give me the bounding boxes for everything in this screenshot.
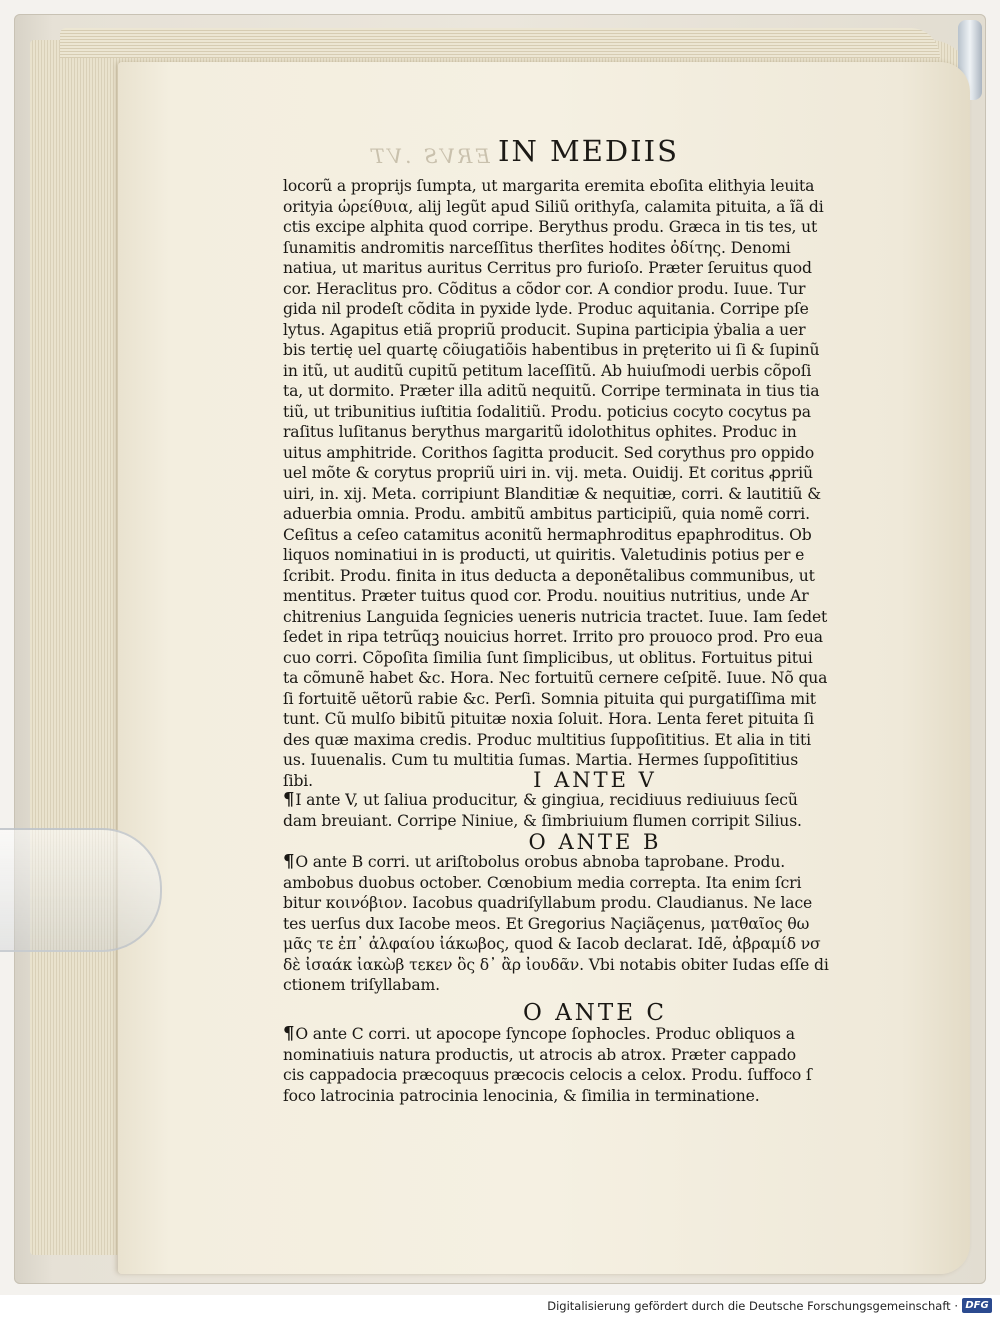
pilcrow-mark: ¶ [283,852,295,872]
text-block-main [283,176,903,791]
footer-credit: Digitalisierung gefördert durch die Deutsche Forschungsgemeinschaft · [547,1299,958,1313]
text-line [283,709,903,730]
line-text: O ante B corri. ut ariſtobolus orobus abnoba taprobane. Produ. [295,853,786,871]
section-heading-o-ante-c: O ANTE C [523,1000,667,1026]
line-text: lytus. Agapitus etiã propriũ producit. Supina participia ẏbalia a uer [283,320,806,339]
line-text: des quæ maxima credis. Produc multitius ſuppoſititius. Et alia in titi [283,730,811,749]
text-line [283,463,903,484]
text-line [283,566,903,587]
text-line [283,217,903,238]
text-line [283,730,903,751]
running-head: IN MEDIIS [498,134,679,168]
text-line [283,648,903,669]
text-line [283,975,903,996]
line-text: cor. Heraclitus pro. Cõditus a cõdor cor. A condior produ. Iuue. Tur [283,279,806,298]
text-line [283,525,903,546]
text-line [283,176,903,197]
line-text: nominatiuis natura productis, ut atrocis ab atrox. Præter cappado [283,1045,797,1064]
section-heading-i-ante-v: I ANTE V [533,768,657,792]
pilcrow-mark: ¶ [283,790,295,810]
line-text: us. Iuuenalis. Cum tu multitia ſumas. Martia. Hermes ſuppoſititius [283,751,799,769]
text-line [283,402,903,423]
line-text: cuo corri. Cõpoſita ſimilia ſunt ſimplicibus, ut oblitus. Fortuitus pitui [283,648,813,667]
line-text: raſitus luſitanus berythus margaritũ idolothitus ophites. Produc in [283,423,797,441]
line-text: δὲ ἰσαάκ ἰακὼβ τεκεν ὃς δ᾽ ἂρ ἰουδᾶν. Vbi notabis obiter Iudas eſſe di [283,955,829,974]
line-text: locorũ a proprijs ſumpta, ut margarita eremita eboſita elithyia leuita [283,177,815,195]
text-line [283,361,903,382]
text-line [283,258,903,279]
line-text: ctionem triſyllabam. [283,976,440,994]
line-text: ſcribit. Produ. finita in itus deducta a deponẽtalibus communibus, ut [283,566,815,585]
text-line [283,238,903,259]
text-line [283,279,903,300]
pilcrow-mark: ¶ [283,1024,295,1044]
line-text: mentitus. Præter tuitus quod cor. Produ. nouitius nutritius, unde Ar [283,587,809,605]
text-line [283,873,903,894]
text-line [283,955,903,976]
text-line [283,545,903,566]
line-text: μᾶς τε ἐπ᾽ ἀλφαίου ἰάκωβος, quod & Iacob declarat. Idẽ, ἀβραμίδ νσ [283,935,821,953]
text-line [283,1086,903,1107]
line-text: natiua, ut maritus auritus Cerritus pro furioſo. Præter ſeruitus quod [283,259,812,277]
line-text: tiũ, ut tribunitius iuſtitia ſodalitiũ. Produ. poticius cocyto cocytus pa [283,402,811,421]
text-line [283,340,903,361]
line-text: ſedet in ripa tetrũqꝫ nouicius horret. Irrito pro prouoco prod. Pro eua [283,628,823,646]
text-line [283,689,903,710]
text-line [283,934,903,955]
bleed-through-text: ERVS .VT [368,144,490,168]
text-line [283,422,903,443]
line-text: gida nil prodeſt cõdita in pyxide lyde. Produc aquitania. Corripe pſe [283,300,809,318]
line-text: uiri, in. xij. Meta. corripiunt Blanditiæ & nequitiæ, corri. & lautitiũ & [283,484,821,503]
line-text: ambobus duobus october. Cœnobium media correpta. Ita enim ſcri [283,873,802,892]
text-line [283,1045,903,1066]
text-line [283,668,903,689]
line-text: liquos nominatiui in is producti, ut quiritis. Valetudinis potius per e [283,546,805,564]
text-line [283,914,903,935]
line-text: ſunamitis andromitis narceſſitus therſites hodites ὀδίτης. Denomi [283,238,791,257]
text-block-o-ante-b [283,852,903,996]
line-text: bis tertię uel quartę cõiugatiõis habentibus in pręterito ui ſi & ſupinũ [283,341,820,359]
line-text: aduerbia omnia. Produ. ambitũ ambitus participiũ, quia nomẽ corri. [283,505,810,523]
text-line [283,852,903,873]
text-line [283,197,903,218]
line-text: foco latrocinia patrocinia lenocinia, & ſimilia in terminatione. [283,1086,760,1105]
text-line [283,627,903,648]
line-text: uel mõte & corytus propriũ uiri in. vij. meta. Ouidij. Et coritus ꝓpriũ [283,464,813,482]
text-line [283,1065,903,1086]
line-text: O ante C corri. ut apocope ſyncope ſophocles. Produc obliquos a [295,1025,795,1043]
text-line [283,790,903,811]
text-block-i-ante-v [283,790,903,831]
line-text: in itũ, ut auditũ cupitũ petitum laceſſitũ. Ab huiuſmodi uerbis cõpoſi [283,361,812,380]
text-line [283,381,903,402]
line-text: dam breuiant. Corripe Niniue, & ſimbriuium flumen corripit Silius. [283,811,802,830]
text-line [283,1024,903,1045]
line-text: orityia ὠρείθυια, alij legũt apud Siliũ orithyſa, calamita pituita, a ĩã di [283,197,824,216]
line-text: ſi fortuitẽ uẽtorũ rabie &c. Perſi. Somnia pituita qui purgatiſſima mit [283,689,816,708]
text-line [283,443,903,464]
line-text: I ante V, ut ſaliua producitur, & gingiua, recidiuus rediuiuus ſecũ [295,791,798,809]
text-line [283,504,903,525]
line-text: uitus amphitride. Corithos ſagitta producit. Sed corythus pro oppido [283,443,815,462]
line-text: ta cõmunẽ habet &c. Hora. Nec fortuitũ cernere ceſpitẽ. Iuue. Nõ qua [283,669,828,687]
line-text: tunt. Cũ mulſo bibitũ pituitæ noxia ſoluit. Hora. Lenta feret pituita ſi [283,710,815,728]
dfg-logo-icon: DFG [962,1298,992,1313]
line-text: cis cappadocia præcoquus præcocis celocis a celox. Produ. ſuffoco ſ [283,1066,812,1084]
text-line [283,586,903,607]
text-line [283,893,903,914]
text-line [283,320,903,341]
line-text: ctis excipe alphita quod corripe. Berythus produ. Græca in tis tes, ut [283,218,818,236]
line-text: chitrenius Languida ſegnicies ueneris nutricia tractet. Iuue. Iam ſedet [283,607,828,626]
line-text: tes uerſus dux Iacobe meos. Et Gregorius Naçiãçenus, ματθαῖος θω [283,914,810,933]
text-block-o-ante-c [283,1024,903,1106]
page-stack-top [60,28,940,58]
section-heading-o-ante-b: O ANTE B [528,830,662,854]
line-text: bitur κοινόβιον. Iacobus quadriſyllabum produ. Claudianus. Ne lace [283,894,813,912]
line-text: ta, ut dormito. Præter illa aditũ nequitũ. Corripe terminata in tius tia [283,382,820,400]
page-holder-clip [0,828,162,952]
text-line [283,607,903,628]
text-line [283,484,903,505]
text-line [283,299,903,320]
text-line [283,811,903,832]
line-text: Ceſitus a ceſeo catamitus aconitũ hermaphroditus epaphroditus. Ob [283,525,812,544]
line-text: ſibi. [283,771,313,790]
